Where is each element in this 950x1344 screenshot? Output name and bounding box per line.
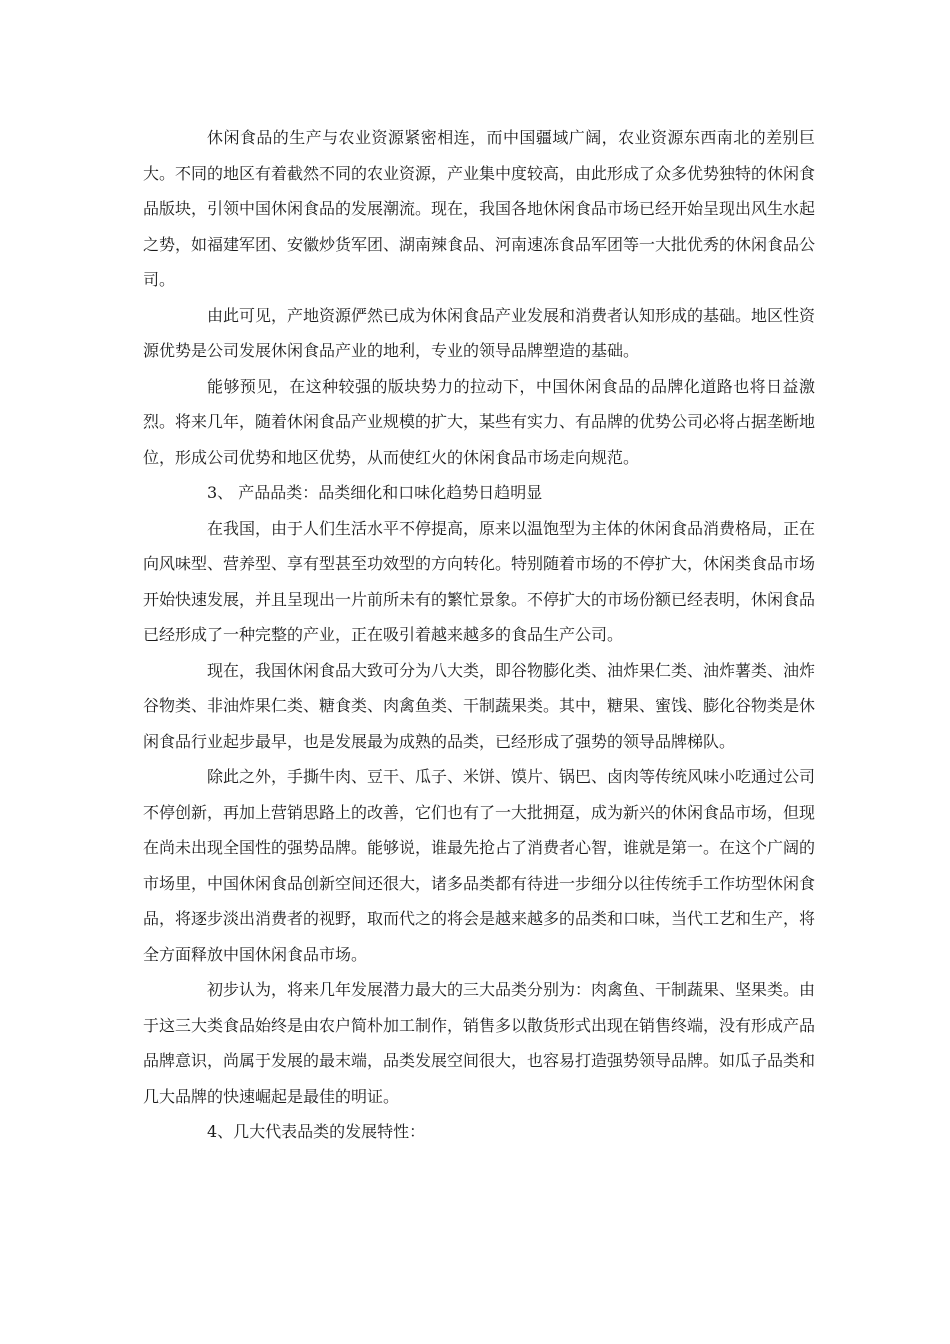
paragraph-consumption-shift: 在我国，由于人们生活水平不停提高，原来以温饱型为主体的休闲食品消费格局，正在向风味型、营养型、享有型甚至功效型的方向转化。特别随着市场的不停扩大，休闲类食品市场开始快速发展，并且呈现出一片前所未有的繁忙景象。不停扩大的市场份额已经表明，休闲食品已经形成了一种完整的产业，正在吸引着越来越多的食品生产公司。 [143,518,816,644]
document-body [143,120,815,1150]
paragraph-branding-outlook: 能够预见，在这种较强的版块势力的拉动下，中国休闲食品的品牌化道路也将日益激烈。将来几年，随着休闲食品产业规模的扩大，某些有实力、有品牌的优势公司必将占据垄断地位，形成公司优势和地区优势，从而使红火的休闲食品市场走向规范。 [143,376,816,467]
paragraph-growth-potential: 初步认为，将来几年发展潜力最大的三大品类分别为：肉禽鱼、干制蔬果、坚果类。由于这三大类食品始终是由农户简朴加工制作，销售多以散货形式出现在销售终端，没有形成产品品牌意识，尚属于发展的最末端，品类发展空间很大，也容易打造强势领导品牌。如瓜子品类和几大品牌的快速崛起是最佳的明证。 [143,980,816,1106]
section-heading-product-categories: 3、 产品品类：品类细化和口味化趋势日趋明显 [207,483,543,502]
section-heading-category-traits: 4、几大代表品类的发展特性： [207,1122,426,1141]
paragraph-regional-resources: 休闲食品的生产与农业资源紧密相连，而中国疆域广阔，农业资源东西南北的差别巨大。不同的地区有着截然不同的农业资源，产业集中度较高，由此形成了众多优势独特的休闲食品版块，引领中国休闲食品的发展潮流。现在，我国各地休闲食品市场已经开始呈现出风生水起之势，如福建军团、安徽炒货军团、湖南辣食品、河南速冻食品军团等一大批优秀的休闲食品公司。 [143,128,816,289]
paragraph-eight-categories: 现在，我国休闲食品大致可分为八大类，即谷物膨化类、油炸果仁类、油炸薯类、油炸谷物类、非油炸果仁类、糖食类、肉禽鱼类、干制蔬果类。其中，糖果、蜜饯、膨化谷物类是休闲食品行业起步最早，也是发展最为成熟的品类，已经形成了强势的领导品牌梯队。 [143,660,816,751]
paragraph-origin-resources: 由此可见，产地资源俨然已成为休闲食品产业发展和消费者认知形成的基础。地区性资源优势是公司发展休闲食品产业的地利，专业的领导品牌塑造的基础。 [143,305,816,360]
paragraph-traditional-snacks: 除此之外，手撕牛肉、豆干、瓜子、米饼、馍片、锅巴、卤肉等传统风味小吃通过公司不停创新，再加上营销思路上的改善，它们也有了一大批拥趸，成为新兴的休闲食品市场，但现在尚未出现全国性的强势品牌。能够说，谁最先抢占了消费者心智，谁就是第一。在这个广阔的市场里，中国休闲食品创新空间还很大，诸多品类都有待进一步细分以往传统手工作坊型休闲食品，将逐步淡出消费者的视野，取而代之的将会是越来越多的品类和口味，当代工艺和生产，将全方面释放中国休闲食品市场。 [143,767,816,964]
